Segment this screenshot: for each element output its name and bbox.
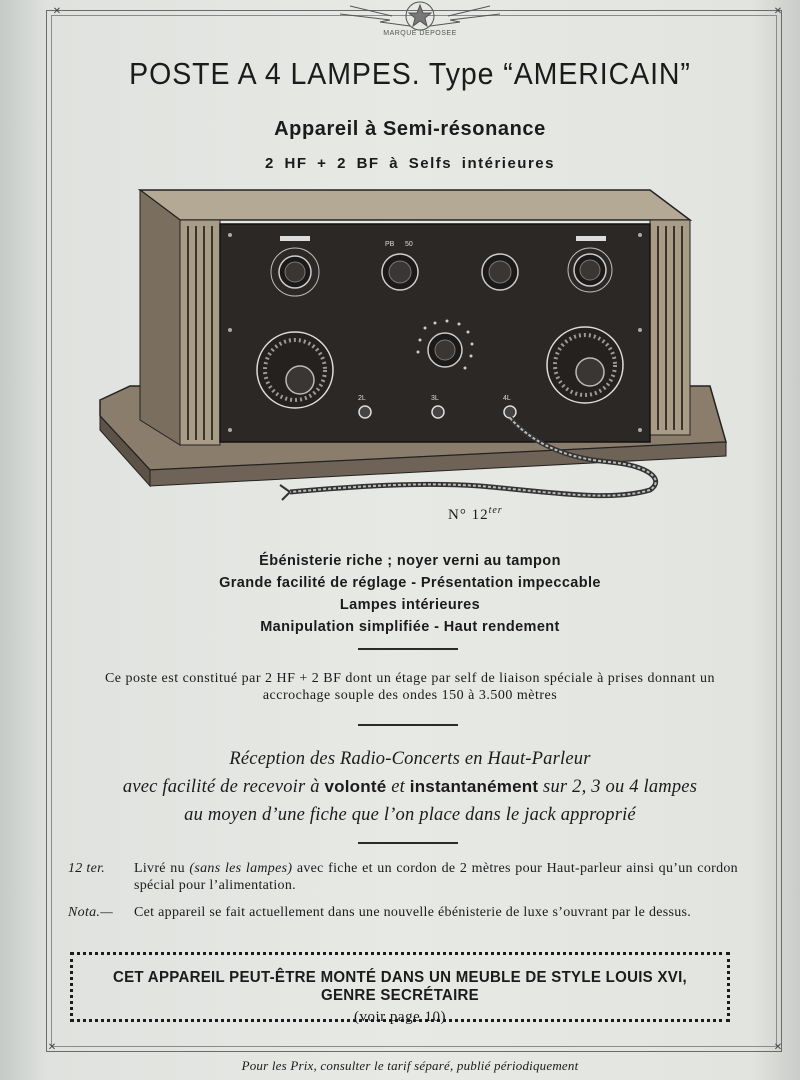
figure-caption: N° $12^{ter}$ <box>448 505 503 523</box>
corner-ornament: ✕ <box>52 6 62 17</box>
note-item <box>68 860 738 894</box>
corner-ornament: ✕ <box>47 1042 57 1053</box>
divider <box>358 724 458 726</box>
reception-line: avec facilité de recevoir à volonté et instantanément sur 2, 3 ou 4 lampes <box>122 777 698 797</box>
tuning-dial-icon <box>257 332 333 408</box>
price-footer: Pour les Prix, consulter le tarif séparé, publié périodiquement <box>241 1058 579 1073</box>
feature-line: Lampes intérieures <box>339 597 481 613</box>
panel-label: 50 <box>405 241 413 248</box>
control-knob-icon <box>482 254 518 290</box>
corner-ornament: ✕ <box>773 1042 783 1053</box>
corner-ornament: ✕ <box>773 6 783 17</box>
feature-list <box>60 550 760 638</box>
control-knob-icon <box>382 254 418 290</box>
jack-icon <box>359 406 371 418</box>
panel-label: PB <box>385 241 395 248</box>
note-text: Livré nu (sans les lampes) avec fiche et un cordon de 2 mètres pour Haut-parleur ainsi qu’un cordon spécial pour l’alimentation. <box>134 861 738 893</box>
control-knob-icon <box>568 248 612 292</box>
divider <box>358 842 458 844</box>
note-item <box>68 904 738 921</box>
brand-emblem-icon <box>330 0 510 44</box>
feature-line: Manipulation simplifiée - Haut rendement <box>260 619 560 635</box>
note-key: Nota.— <box>68 905 113 920</box>
feature-line: Ébénisterie riche ; noyer verni au tampon <box>259 553 561 569</box>
reception-line: au moyen d’une fiche que l’on place dans le jack approprié <box>184 805 636 825</box>
page-title: POSTE A 4 LAMPES. Type “AMERICAIN” <box>129 56 691 91</box>
jack-icon <box>504 406 516 418</box>
panel-label: 2L <box>358 395 366 402</box>
jack-icon <box>432 406 444 418</box>
notice-main: CET APPAREIL PEUT-ÊTRE MONTÉ DANS UN MEUBLE DE STYLE LOUIS XVI, GENRE SECRÉTAIRE <box>112 969 688 1004</box>
page-subtitle: Appareil à Semi-résonance <box>274 118 546 140</box>
emblem-text: MARQUE DEPOSEE <box>383 30 457 37</box>
divider <box>358 648 458 650</box>
note-text: Cet appareil se fait actuellement dans une nouvelle ébénisterie de luxe s’ouvrant par le dessus. <box>134 905 692 920</box>
notice-box <box>70 952 730 1025</box>
radio-set-illustration <box>90 180 740 510</box>
notice-page-ref: (voir page 10) <box>354 1009 446 1025</box>
feature-line: Grande facilité de réglage - Présentation impeccable <box>219 575 601 591</box>
description: Ce poste est constitué par 2 HF + 2 BF dont un étage par self de liaison spéciale à prises donnant un accrochage souple des ondes 150 à 3.500 mètres <box>104 671 716 703</box>
panel-label: 4L <box>503 395 511 402</box>
panel-label: 3L <box>431 395 439 402</box>
tuning-dial-icon <box>547 327 623 403</box>
reception-text <box>60 745 760 829</box>
note-key: 12 ter. <box>68 861 106 876</box>
spec-line: 2 HF + 2 BF à Selfs intérieures <box>264 155 555 172</box>
notes-section <box>68 860 738 931</box>
reception-line: Réception des Radio-Concerts en Haut-Parleur <box>229 749 591 769</box>
